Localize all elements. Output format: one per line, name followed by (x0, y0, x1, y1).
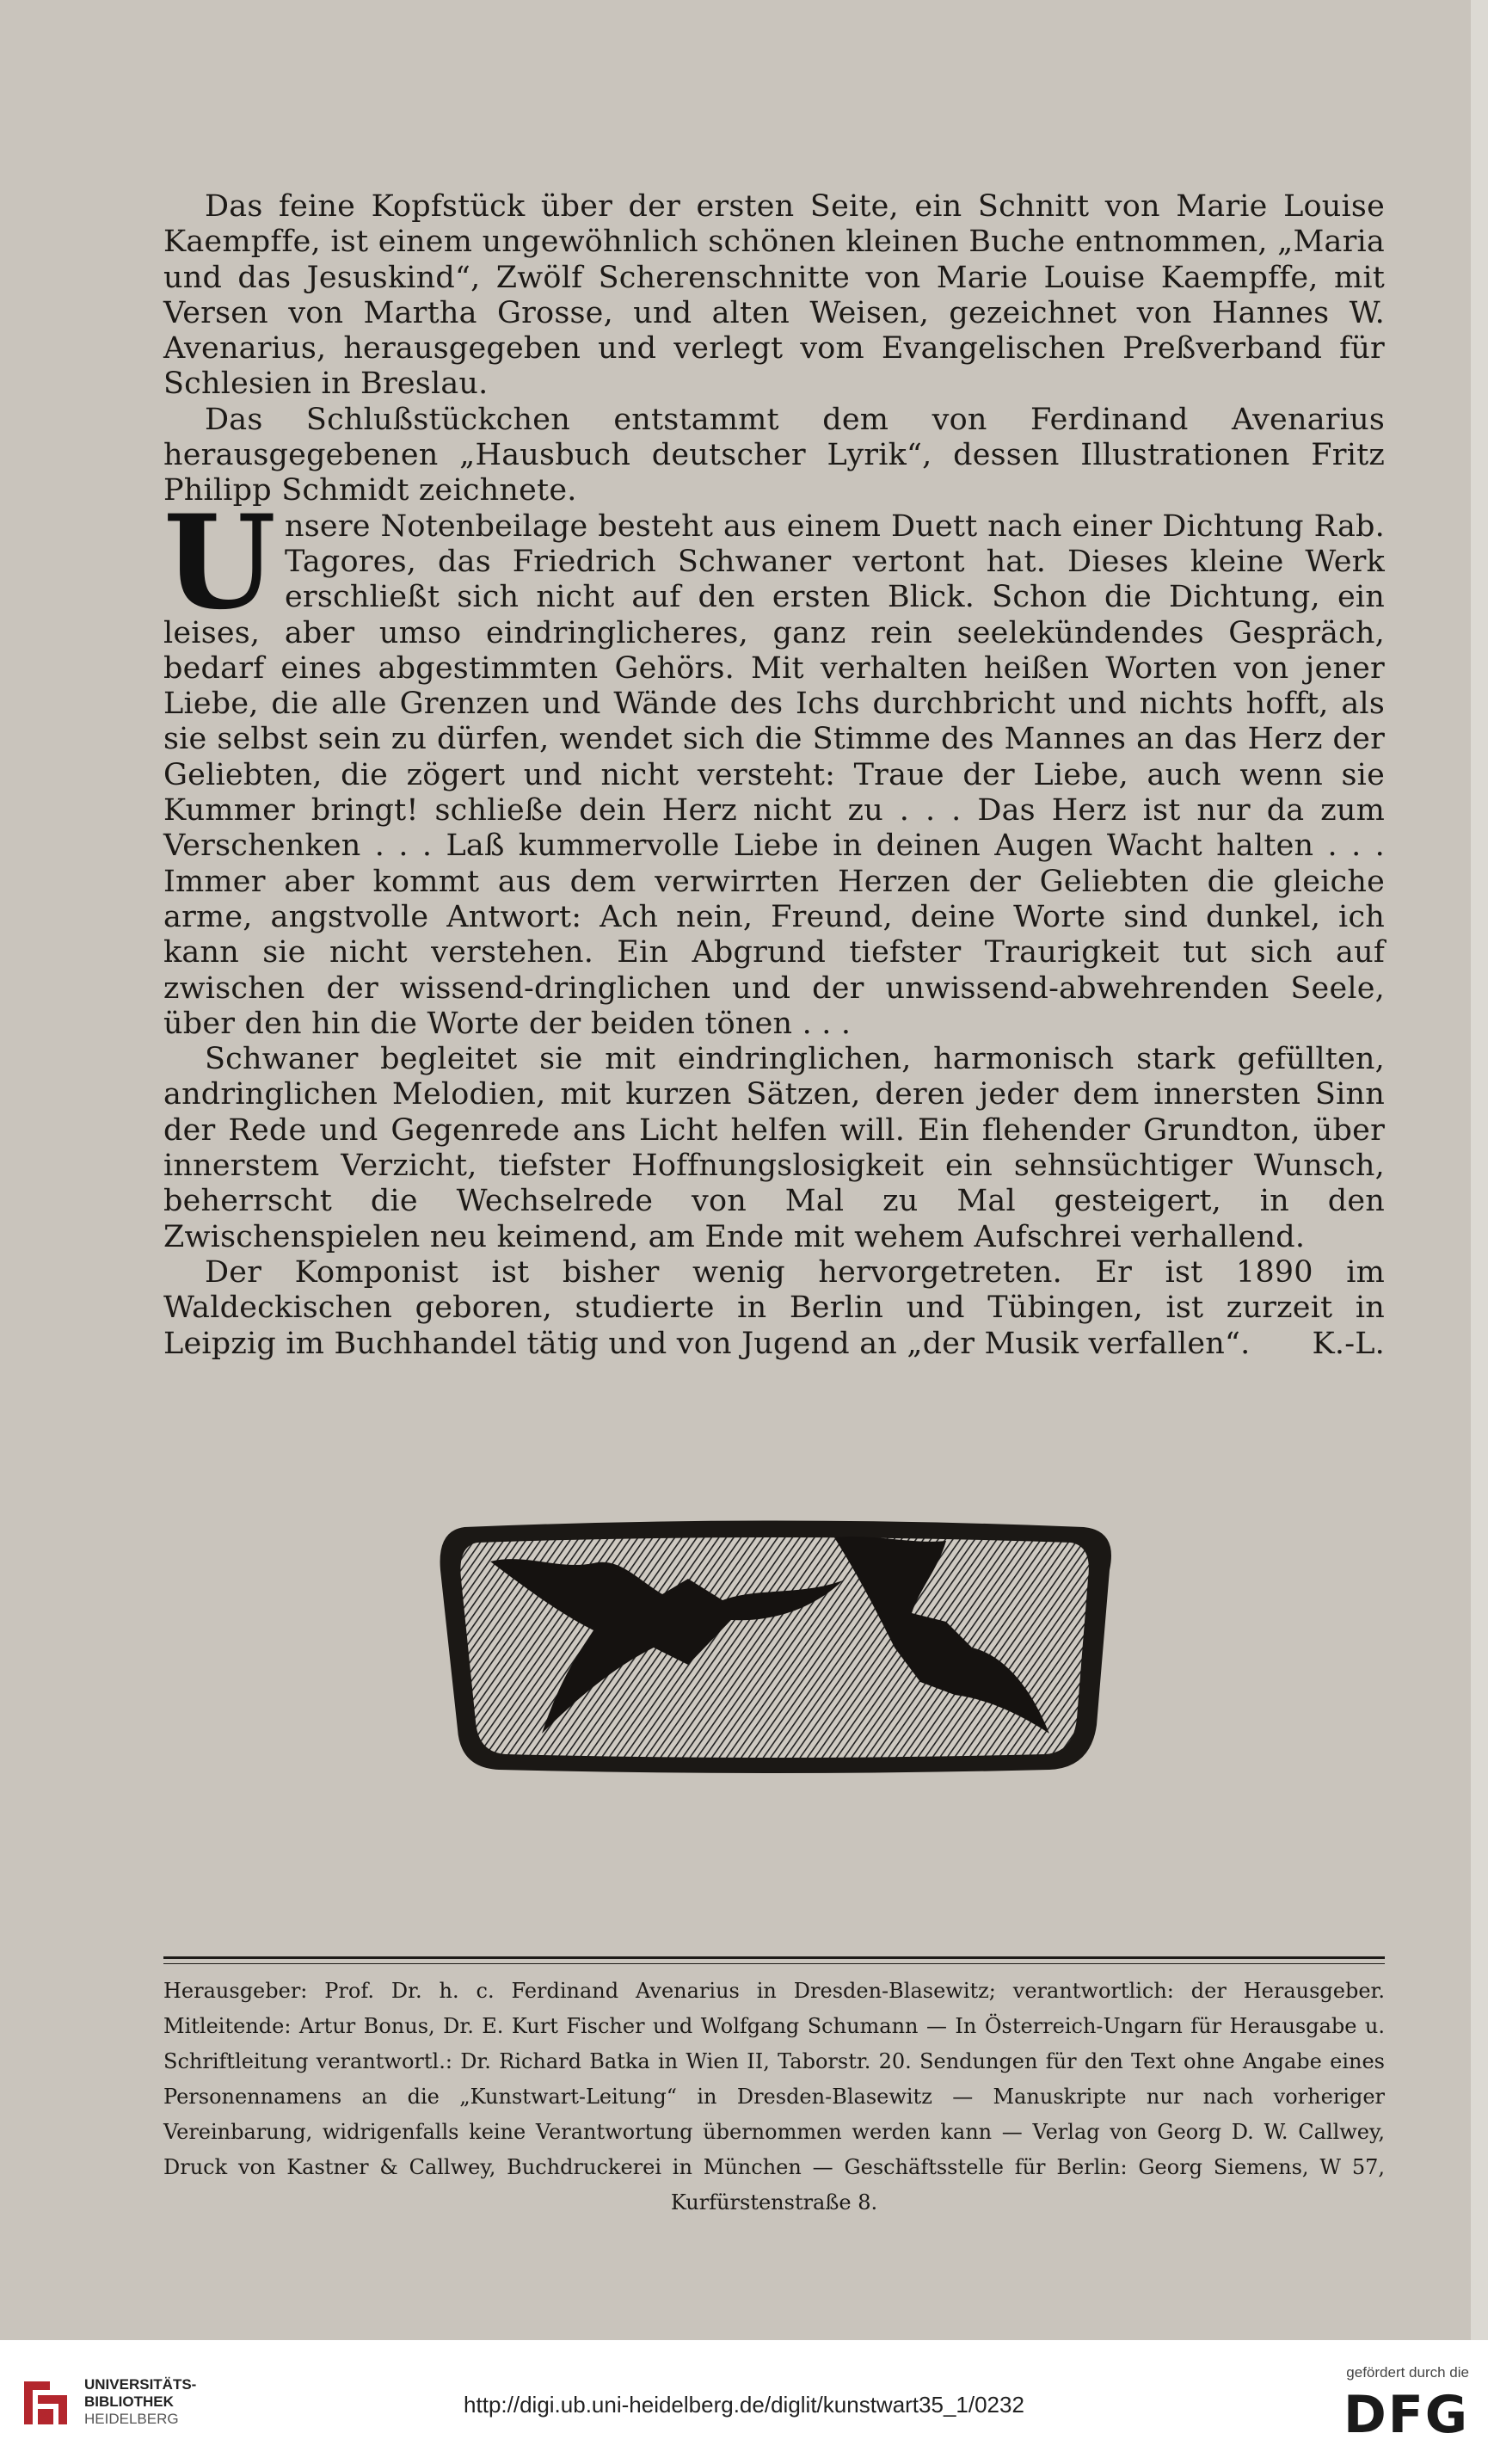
institution-line-2: BIBLIOTHEK (84, 2393, 174, 2410)
paragraph-komponist (163, 1255, 1385, 1362)
viewer-bottom-bar (0, 2340, 1488, 2464)
imprint-text: Herausgeber: Prof. Dr. h. c. Ferdinand Avenarius in Dresden-Blasewitz; verantwortlich: der Herausgeber. Mitleitende: Artur Bonus, Dr. E. Kurt Fischer und Wolfgang Schumann — In Österreich-Ungarn für Herausgabe u. Schriftleitung verantwortl.: Dr. Richard Batka in Wien II, Taborstr. 20. Sendungen für den Text ohne Angabe eines Personennamens an die „Kunstwart-Leitung“ in Dresden-Blasewitz — Manuskripte nur nach vorheriger Vereinbarung, widrigenfalls keine Verantwortung übernommen werden kann — Verlag von Georg D. W. Callwey, Druck von Kastner & Callwey, Buchdruckerei in München — Geschäftsstelle für Berlin: Georg Siemens, W 57, Kurfürstenstraße 8. (163, 1979, 1385, 2215)
paragraph-notenbeilage-text: nsere Notenbeilage besteht aus einem Duett nach einer Dichtung Rab. Tagores, das Friedrich Schwaner vertont hat. Dieses kleine Werk erschließt sich nicht auf den ersten Blick. Schon die Dichtung, ein leises, aber umso eindringlicheres, ganz rein seelekündendes Gespräch, bedarf eines abgestimmten Gehörs. Mit verhalten heißen Worten von jener Liebe, die alle Grenzen und Wände des Ichs durchbricht und nichts hofft, als sie selbst sein zu dürfen, wendet sich die Stimme des Mannes an das Herz der Geliebten, die zögert und nicht versteht: Traue der Liebe, auch wenn sie Kummer bringt! schließe dein Herz nicht zu . . . Das Herz ist nur da zum Verschenken . . . Laß kummervolle Liebe in deinen Augen Wacht halten . . . Immer aber kommt aus dem verwirrten Herzen der Geliebten die gleiche arme, angstvolle Antwort: Ach nein, Freund, deine Worte sind dunkel, ich kann sie nicht verstehen. Ein Abgrund tiefster Traurigkeit tut sich auf zwischen der wissend-dringlichen und der unwissend-abwehrenden Seele, über den hin die Worte der beiden tönen . . . (163, 508, 1385, 1041)
institution-line-3: HEIDELBERG (84, 2411, 179, 2427)
author-signature: K.-L. (1312, 1326, 1385, 1361)
imprint-footer (163, 1974, 1385, 2221)
drop-initial: U (163, 486, 277, 638)
article-text (163, 189, 1385, 1362)
institution-line-1: UNIVERSITÄTS- (84, 2376, 197, 2393)
paragraph-komponist-text: Der Komponist ist bisher wenig hervorgetreten. Er ist 1890 im Waldeckischen geboren, studierte in Berlin und Tübingen, ist zurzeit in Leipzig im Buchhandel tätig und von Jugend an „der Musik verfallen“. (163, 1254, 1385, 1361)
dfg-logo[interactable]: DFG (1343, 2385, 1469, 2445)
footer-rule-thin (163, 1963, 1385, 1964)
paragraph-kopfstueck: Das feine Kopfstück über der ersten Seite, ein Schnitt von Marie Louise Kaempffe, ist einem ungewöhnlich schönen kleinen Buche entnommen, „Maria und das Jesuskind“, Zwölf Scherenschnitte von Marie Louise Kaempffe, mit Versen von Martha Grosse, und alten Weisen, gezeichnet von Hannes W. Avenarius, herausgegeben und verlegt vom Evangelischen Preßverband für Schlesien in Breslau. (163, 189, 1385, 402)
scan-edge (1471, 0, 1488, 2340)
paragraph-schwaner: Schwaner begleitet sie mit eindringlichen, harmonisch stark gefüllten, andringlichen Melodien, mit kurzen Sätzen, deren jeder dem innersten Sinn der Rede und Gegenrede ans Licht helfen will. Ein flehender Grundton, über innerstem Verzicht, tiefster Hoffnungslosigkeit ein sehnsüchtiger Wunsch, beherrscht die Wechselrede von Mal zu Mal gesteigert, in den Zwischenspielen neu keimend, am Ende mit wehem Aufschrei verhallend. (163, 1042, 1385, 1254)
funded-by-label: gefördert durch die (1346, 2364, 1469, 2381)
paragraph-schlussstueck: Das Schlußstückchen entstammt dem von Ferdinand Avenarius herausgegebenen „Hausbuch deutscher Lyrik“, dessen Illustrationen Fritz Philipp Schmidt zeichnete. (163, 402, 1385, 508)
bat-vignette-illustration (430, 1518, 1118, 1785)
paragraph-notenbeilage (163, 486, 1385, 1042)
source-url-link[interactable]: http://digi.ub.uni-heidelberg.de/diglit/kunstwart35_1/0232 (464, 2392, 1024, 2418)
footer-rule-thick (163, 1956, 1385, 1959)
